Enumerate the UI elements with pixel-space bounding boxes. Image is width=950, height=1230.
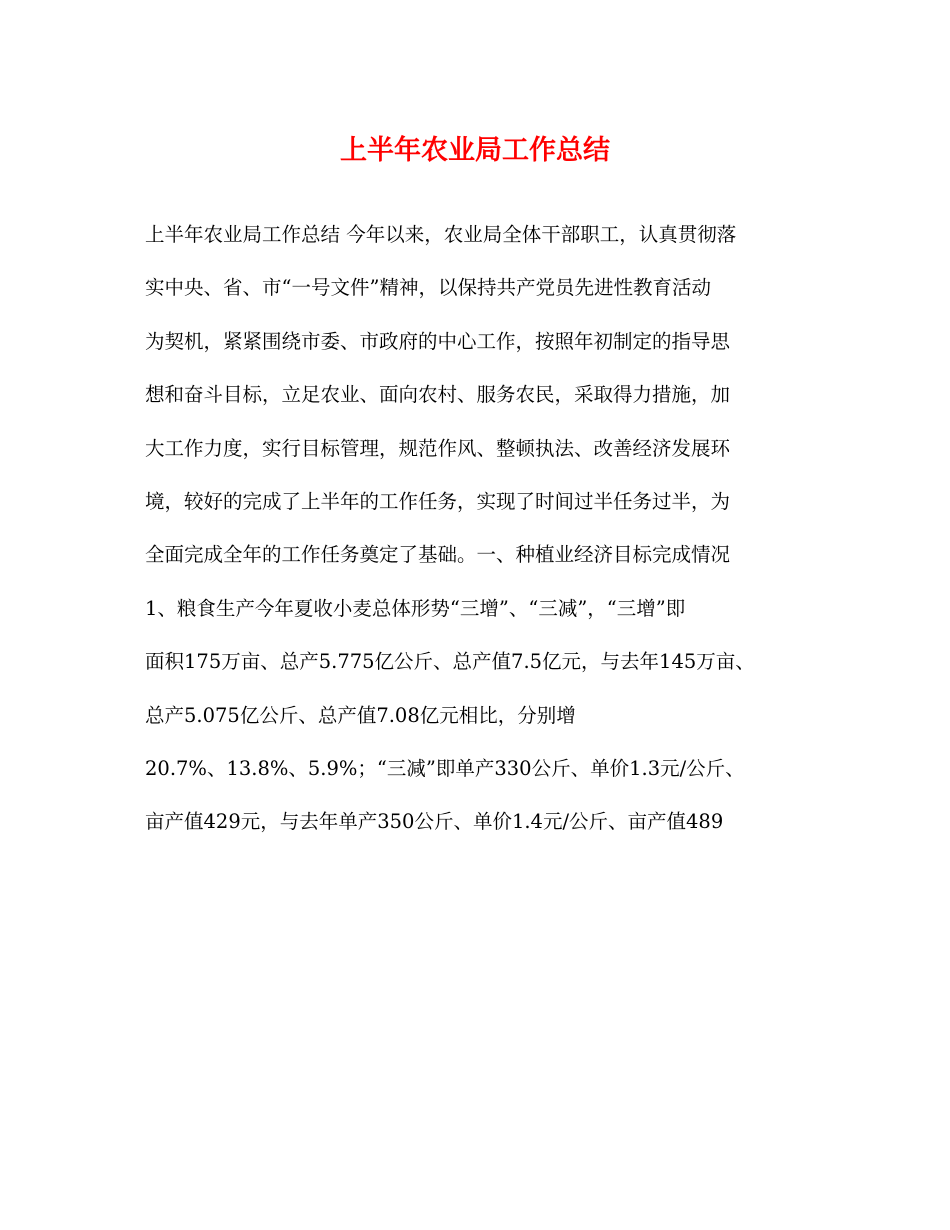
body-line: 境，较好的完成了上半年的工作任务，实现了时间过半任务过半，为 — [145, 489, 731, 513]
document-body — [145, 215, 845, 856]
body-line: 上半年农业局工作总结 今年以来，农业局全体干部职工，认真贯彻落 — [145, 223, 737, 246]
body-line: 全面完成全年的工作任务奠定了基础。一、种植业经济目标完成情况 — [145, 543, 731, 567]
document-title: 上半年农业局工作总结 — [340, 135, 610, 166]
body-line: 1、粮食生产今年夏收小麦总体形势“三增”、“三减”，“三增”即 — [145, 596, 686, 620]
body-line: 想和奋斗目标，立足农业、面向农村、服务农民，采取得力措施，加 — [145, 383, 731, 407]
body-line: 亩产值429元，与去年单产350公斤、单价1.4元/公斤、亩产值489 — [145, 810, 724, 834]
body-line: 总产5.075亿公斤、总产值7.08亿元相比，分别增 — [145, 703, 576, 727]
body-line: 20.7%、13.8%、5.9%；“三减”即单产330公斤、单价1.3元/公斤、 — [145, 756, 745, 780]
body-line: 大工作力度，实行目标管理，规范作风、整顿执法、改善经济发展环 — [145, 436, 731, 460]
body-line: 为契机，紧紧围绕市委、市政府的中心工作，按照年初制定的指导思 — [145, 329, 731, 353]
body-line: 面积175万亩、总产5.775亿公斤、总产值7.5亿元，与去年145万亩、 — [145, 650, 755, 674]
body-line: 实中央、省、市“一号文件”精神，以保持共产党员先进性教育活动 — [145, 276, 711, 300]
